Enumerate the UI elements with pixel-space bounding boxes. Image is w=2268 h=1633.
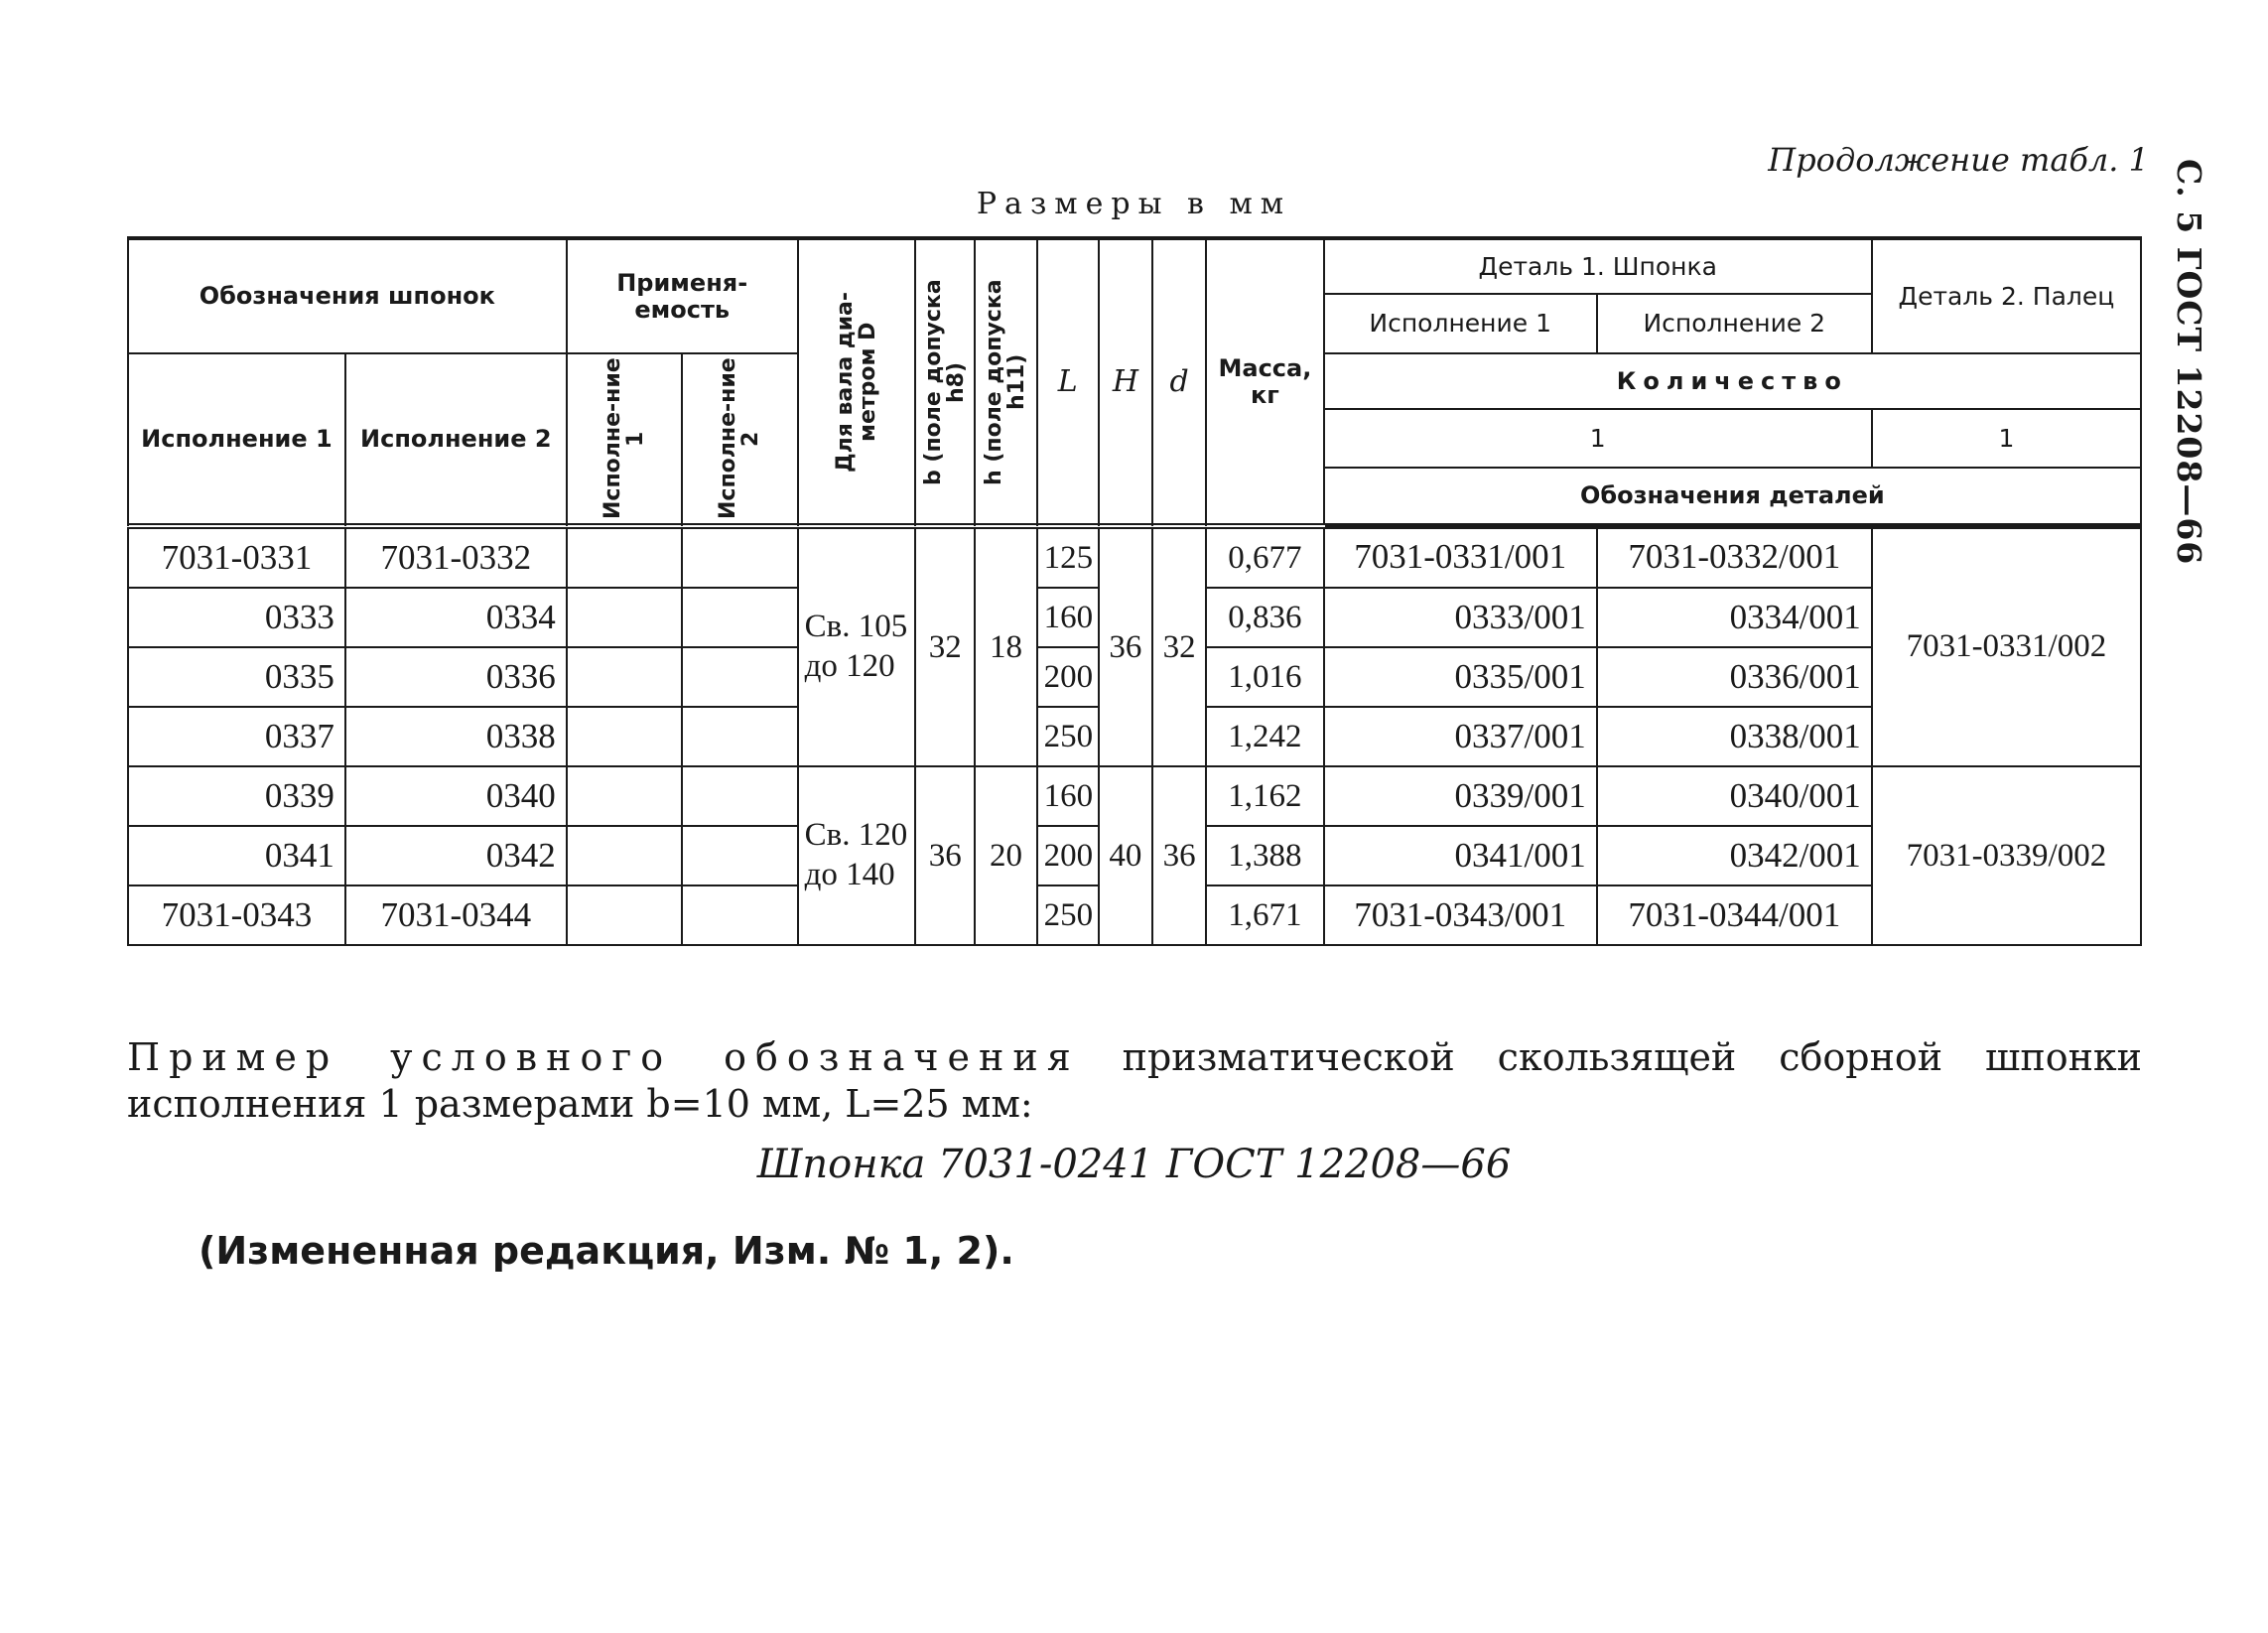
cell-mass: 1,162 <box>1206 766 1323 826</box>
page-header-standard: С. 5 ГОСТ 12208—66 <box>2170 159 2208 566</box>
cell-app2 <box>682 526 797 588</box>
header-d: d <box>1152 238 1206 526</box>
cell-L: 200 <box>1037 647 1099 707</box>
cell-L: 160 <box>1037 588 1099 647</box>
cell-app2 <box>682 885 797 945</box>
header-part1-key: Деталь 1. Шпонка <box>1324 238 1872 294</box>
cell-b: 36 <box>915 766 975 945</box>
cell-pin: 7031-0331/002 <box>1872 526 2141 766</box>
cell-app2 <box>682 707 797 766</box>
example-lead: Пример условного обозначения <box>127 1035 1080 1079</box>
cell-part1-v1: 0339/001 <box>1324 766 1597 826</box>
header-h: h (поле допуска h11) <box>975 238 1036 526</box>
cell-app2 <box>682 588 797 647</box>
cell-part1-v1: 0341/001 <box>1324 826 1597 885</box>
header-variant2: Исполнение 2 <box>345 353 567 526</box>
cell-variant1: 0337 <box>128 707 345 766</box>
example-paragraph-line1 <box>127 1034 2142 1080</box>
cell-variant1: 7031-0331 <box>128 526 345 588</box>
example-paragraph-line2: исполнения 1 размерами b=10 мм, L=25 мм: <box>127 1082 1033 1126</box>
example-designation: Шпонка 7031-0241 ГОСТ 12208—66 <box>756 1142 1512 1187</box>
cell-d: 36 <box>1152 766 1206 945</box>
table-row <box>128 766 2141 826</box>
cell-part1-v2: 0340/001 <box>1597 766 1872 826</box>
header-shaft-diameter: Для вала диа-метром D <box>798 238 915 526</box>
cell-L: 160 <box>1037 766 1099 826</box>
header-b: b (поле допуска h8) <box>915 238 975 526</box>
table-continuation-note: Продолжение табл. 1 <box>1768 141 2149 179</box>
cell-L: 250 <box>1037 885 1099 945</box>
cell-app1 <box>567 647 682 707</box>
header-designations: Обозначения шпонок <box>128 238 567 353</box>
header-applicability: Применя-емость <box>567 238 798 353</box>
cell-part1-v1: 0337/001 <box>1324 707 1597 766</box>
cell-H: 36 <box>1099 526 1152 766</box>
cell-variant2: 7031-0332 <box>345 526 567 588</box>
cell-part1-v2: 0338/001 <box>1597 707 1872 766</box>
cell-b: 32 <box>915 526 975 766</box>
header-mass: Масса, кг <box>1206 238 1323 526</box>
dimensions-caption: Размеры в мм <box>976 187 1292 221</box>
cell-app1 <box>567 766 682 826</box>
cell-app2 <box>682 766 797 826</box>
cell-app1 <box>567 826 682 885</box>
cell-app2 <box>682 647 797 707</box>
cell-L: 250 <box>1037 707 1099 766</box>
cell-part1-v1: 7031-0331/001 <box>1324 526 1597 588</box>
cell-variant1: 0333 <box>128 588 345 647</box>
cell-variant2: 0334 <box>345 588 567 647</box>
header-app-variant2: Исполне-ние 2 <box>682 353 797 526</box>
cell-variant2: 0338 <box>345 707 567 766</box>
cell-variant2: 0340 <box>345 766 567 826</box>
cell-mass: 1,388 <box>1206 826 1323 885</box>
cell-mass: 0,677 <box>1206 526 1323 588</box>
cell-app1 <box>567 526 682 588</box>
header-part1-variant1: Исполнение 1 <box>1324 294 1597 353</box>
cell-shaft-range: Св. 105 до 120 <box>798 526 915 766</box>
key-dimensions-table <box>127 236 2142 946</box>
cell-variant1: 7031-0343 <box>128 885 345 945</box>
cell-variant2: 7031-0344 <box>345 885 567 945</box>
cell-L: 125 <box>1037 526 1099 588</box>
cell-variant1: 0335 <box>128 647 345 707</box>
cell-app1 <box>567 885 682 945</box>
cell-part1-v2: 0336/001 <box>1597 647 1872 707</box>
header-part1-variant2: Исполнение 2 <box>1597 294 1872 353</box>
cell-variant1: 0339 <box>128 766 345 826</box>
header-app-variant1: Исполне-ние 1 <box>567 353 682 526</box>
header-qty-part2: 1 <box>1872 409 2141 468</box>
cell-shaft-range: Св. 120 до 140 <box>798 766 915 945</box>
cell-pin: 7031-0339/002 <box>1872 766 2141 945</box>
cell-part1-v1: 7031-0343/001 <box>1324 885 1597 945</box>
table-row <box>128 526 2141 588</box>
cell-h: 18 <box>975 526 1036 766</box>
header-part-designations: Обозначения деталей <box>1324 468 2141 526</box>
cell-variant2: 0336 <box>345 647 567 707</box>
cell-variant1: 0341 <box>128 826 345 885</box>
cell-part1-v1: 0333/001 <box>1324 588 1597 647</box>
cell-mass: 1,016 <box>1206 647 1323 707</box>
cell-mass: 0,836 <box>1206 588 1323 647</box>
header-variant1: Исполнение 1 <box>128 353 345 526</box>
cell-mass: 1,242 <box>1206 707 1323 766</box>
cell-variant2: 0342 <box>345 826 567 885</box>
cell-part1-v2: 7031-0344/001 <box>1597 885 1872 945</box>
cell-app1 <box>567 588 682 647</box>
cell-app2 <box>682 826 797 885</box>
example-line1-rest: призматической скользящей сборной шпонки <box>1122 1035 2142 1079</box>
cell-h: 20 <box>975 766 1036 945</box>
header-part2-pin: Деталь 2. Палец <box>1872 238 2141 353</box>
header-quantity: Количество <box>1324 353 2141 409</box>
cell-part1-v2: 0334/001 <box>1597 588 1872 647</box>
cell-mass: 1,671 <box>1206 885 1323 945</box>
cell-part1-v2: 0342/001 <box>1597 826 1872 885</box>
cell-app1 <box>567 707 682 766</box>
header-H: H <box>1099 238 1152 526</box>
cell-H: 40 <box>1099 766 1152 945</box>
cell-part1-v2: 7031-0332/001 <box>1597 526 1872 588</box>
header-qty-part1: 1 <box>1324 409 1872 468</box>
cell-L: 200 <box>1037 826 1099 885</box>
revision-note: (Измененная редакция, Изм. № 1, 2). <box>199 1229 1014 1273</box>
cell-part1-v1: 0335/001 <box>1324 647 1597 707</box>
cell-d: 32 <box>1152 526 1206 766</box>
header-L: L <box>1037 238 1099 526</box>
